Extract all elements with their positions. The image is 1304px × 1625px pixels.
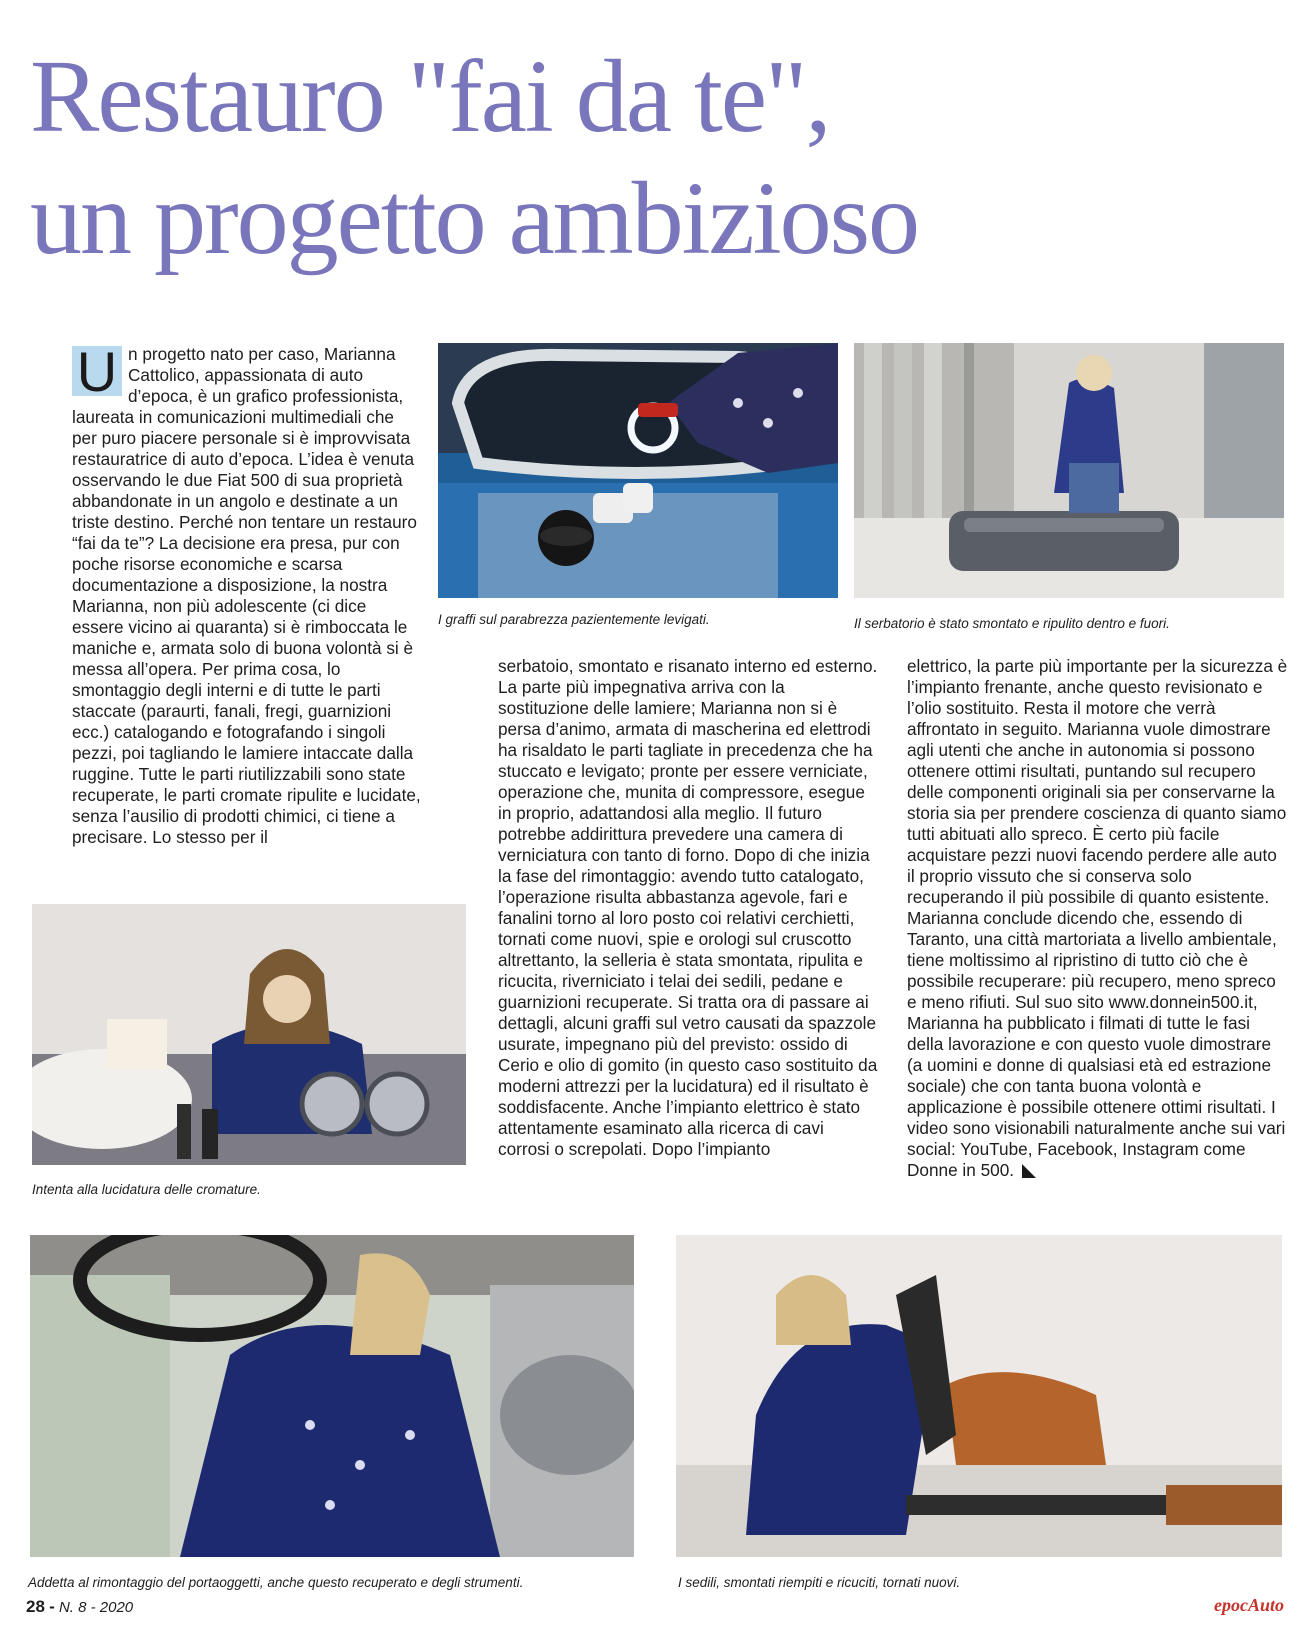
end-of-article-icon xyxy=(1022,1164,1036,1178)
chrome-image xyxy=(32,904,466,1165)
issue-number: N. 8 - 2020 xyxy=(58,1599,134,1616)
windshield-image xyxy=(438,343,838,598)
article-title xyxy=(30,36,1280,280)
column-1-text: n progetto nato per caso, Marianna Cattolico, appassionata di auto d’epoca, è un grafico professionista, laureata in comunicazioni multimediali che per puro piacere personale si è improvvisata restauratrice di auto d’epoca. L’idea è venuta osservando le due Fiat 500 di sua proprietà abbandonate in un angolo e destinate a un triste destino. Perché non tentare un restauro “fai da te”? La decisione era presa, pur con poche risorse economiche e scarsa documentazione a disposizione, la nostra Marianna, non più adolescente (ci dice essere vicino ai quaranta) si è rimboccata le maniche e, armata solo di buona volontà si è messa all’opera. Per prima cosa, lo smontaggio degli interni e di tutte le parti staccate (paraurti, fanali, fregi, guarnizioni ecc.) catalogando e fotografando i singoli pezzi, poi tagliando le lamiere intaccate dalla ruggine. Tutte le parti riutilizzabili sono state recuperate, le parti cromate ripulite e lucidate, senza l’ausilio di prodotti chimici, ci tiene a precisare. Lo stesso per il xyxy=(72,344,421,847)
photo-windshield-polishing xyxy=(438,343,838,598)
column-3-text: elettrico, la parte più importante per la sicurezza è l’impianto frenante, anche questo revisionato e l’olio sostituito. Resta il motore che verrà affrontato in seguito. Marianna vuole dimostrare agli utenti che anche in autonomia si possono ottenere ottimi risultati, puntando sul recupero delle componenti originali sia per conservarne la storia sia per prendere coscienza di quanto siamo tutti abituati allo spreco. È certo più facile acquistare pezzi nuovi facendo perdere alle auto il proprio vissuto che si conserva solo recuperando il più possibile di quanto esistente. Marianna conclude dicendo che, essendo di Taranto, una città martoriata a livello ambientale, tiene moltissimo al ripristino di tutto ciò che è possibile recuperare: più recupero, meno spreco e meno rifiuti. Sul suo sito www.donnein500.it, Marianna ha pubblicato i filmati di tutte le fasi della lavorazione e con questo vuole dimostrare (a uomini e donne di qualsiasi età ed estrazione sociale) che con tanta buona volontà e applicazione è possibile ottenere ottimi risultati. I video sono visionabili naturalmente anche sui vari social: YouTube, Facebook, Instagram come Donne in 500. xyxy=(907,656,1288,1180)
caption-windshield: I graffi sul parabrezza pazientemente levigati. xyxy=(438,612,710,627)
caption-chrome: Intenta alla lucidatura delle cromature. xyxy=(32,1182,261,1197)
drop-cap: U xyxy=(72,346,122,396)
page-number: 28 xyxy=(26,1597,45,1616)
photo-glovebox-reassembly xyxy=(30,1235,634,1557)
body-column-3 xyxy=(907,656,1289,1181)
caption-fuel-tank: Il serbatorio è stato smontato e ripulito dentro e fuori. xyxy=(854,616,1170,631)
glovebox-image xyxy=(30,1235,634,1557)
body-column-1 xyxy=(72,340,422,848)
seats-image xyxy=(676,1235,1282,1557)
fuel-tank-image xyxy=(854,343,1284,598)
photo-seats xyxy=(676,1235,1282,1557)
caption-glovebox: Addetta al rimontaggio del portaoggetti, anche questo recuperato e degli strumenti. xyxy=(28,1575,524,1590)
photo-fuel-tank xyxy=(854,343,1284,598)
title-line-2: un progetto ambizioso xyxy=(30,161,919,276)
page-footer xyxy=(26,1597,133,1617)
photo-chrome-polishing xyxy=(32,904,466,1165)
title-line-1: Restauro "fai da te", xyxy=(30,39,830,154)
body-column-2: serbatoio, smontato e risanato interno ed esterno. La parte più impegnativa arriva con la sostituzione delle lamiere; Marianna non si è persa d’animo, armata di mascherina ed elettrodi ha risaldato le parti tagliate in precedenza che ha stuccato e levigato; pronte per essere verniciate, operazione che, munita di compressore, esegue in proprio, adattandosi alla meglio. Il futuro potrebbe addirittura prevedere una camera di verniciatura con tanto di forno. Dopo di che inizia la fase del rimontaggio: avendo tutto catalogato, l’operazione risulta abbastanza agevole, fari e fanalini torno al loro posto coi relativi cerchietti, tornati come nuovi, spie e orologi sul cruscotto altrettanto, la selleria è stata smontata, ripulita e ricucita, riverniciato i telai dei sedili, pedane e guarnizioni recuperate. Si tratta ora di passare ai dettagli, alcuni graffi sul vetro causati da spazzole usurate, impegnano più del previsto: ossido di Cerio e olio di gomito (in questo caso sostituito da moderni attrezzi per la lucidatura) ed il risultato è soddisfacente. Anche l’impianto elettrico è stato attentamente esaminato alla ricerca di cavi corrosi o screpolati. Dopo l’impianto xyxy=(498,656,878,1159)
magazine-logo: epocAuto xyxy=(1214,1595,1284,1615)
footer-separator: - xyxy=(49,1597,55,1616)
caption-seats: I sedili, smontati riempiti e ricuciti, tornati nuovi. xyxy=(678,1575,961,1590)
